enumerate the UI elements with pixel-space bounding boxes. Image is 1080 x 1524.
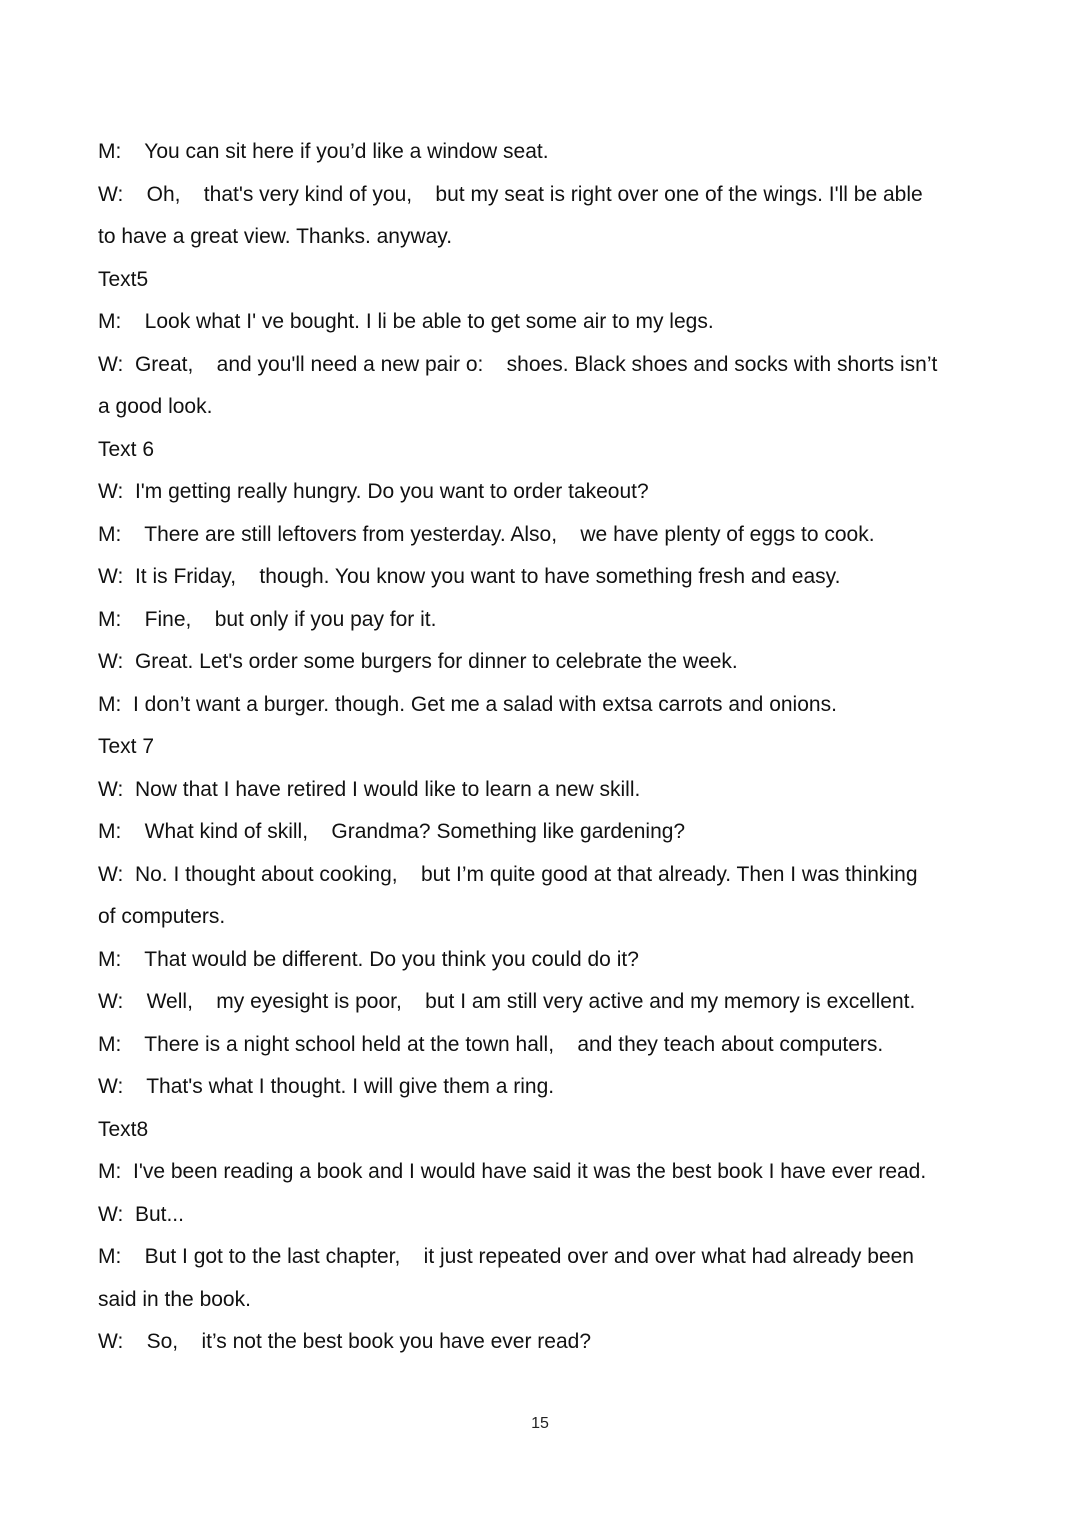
transcript-line: W: I'm getting really hungry. Do you want to order takeout?	[98, 480, 649, 503]
transcript-line: M: There are still leftovers from yesterday. Also, we have plenty of eggs to cook.	[98, 522, 875, 546]
transcript-line: M: I've been reading a book and I would have said it was the best book I have ever read.	[98, 1160, 927, 1183]
transcript-line: M: Look what I' ve bought. I li be able to get some air to my legs.	[98, 310, 714, 333]
transcript-line: M: I don’t want a burger. though. Get me a salad with extsa carrots and onions.	[98, 692, 837, 716]
transcript-line: M: But I got to the last chapter, it just repeated over and over what had already been	[98, 1245, 914, 1268]
transcript-line: M: There is a night school held at the town hall, and they teach about computers.	[98, 1032, 884, 1056]
transcript-line: W: Great. Let's order some burgers for dinner to celebrate the week.	[98, 650, 738, 673]
transcript-line: W: That's what I thought. I will give them a ring.	[98, 1075, 555, 1098]
section-heading: Text8	[98, 1117, 149, 1141]
transcript-line: M: That would be different. Do you think you could do it?	[98, 947, 639, 971]
section-heading: Text5	[98, 267, 149, 291]
transcript-body	[98, 131, 998, 1364]
transcript-line: said in the book.	[98, 1287, 251, 1311]
section-heading: Text 7	[98, 735, 155, 758]
transcript-line: M: What kind of skill, Grandma? Something like gardening?	[98, 820, 686, 843]
transcript-line: W: Great, and you'll need a new pair o: shoes. Black shoes and socks with shorts isn’t	[98, 352, 938, 376]
transcript-line: W: No. I thought about cooking, but I’m quite good at that already. Then I was thinking	[98, 862, 918, 886]
transcript-line: M: Fine, but only if you pay for it.	[98, 607, 437, 631]
transcript-line: M: You can sit here if you’d like a window seat.	[98, 140, 549, 163]
transcript-line: W: Well, my eyesight is poor, but I am still very active and my memory is excellent.	[98, 990, 916, 1013]
page-number: 15	[531, 1415, 549, 1432]
transcript-line: W: But...	[98, 1202, 184, 1226]
transcript-line: a good look.	[98, 395, 213, 418]
transcript-line: to have a great view. Thanks. anyway.	[98, 225, 453, 248]
transcript-line: W: Oh, that's very kind of you, but my seat is right over one of the wings. I'll be able	[98, 182, 923, 206]
transcript-line: W: So, it’s not the best book you have ever read?	[98, 1330, 592, 1353]
transcript-line: of computers.	[98, 905, 226, 928]
transcript-line: W: It is Friday, though. You know you want to have something fresh and easy.	[98, 565, 841, 588]
transcript-line: W: Now that I have retired I would like to learn a new skill.	[98, 777, 641, 801]
section-heading: Text 6	[98, 437, 155, 461]
